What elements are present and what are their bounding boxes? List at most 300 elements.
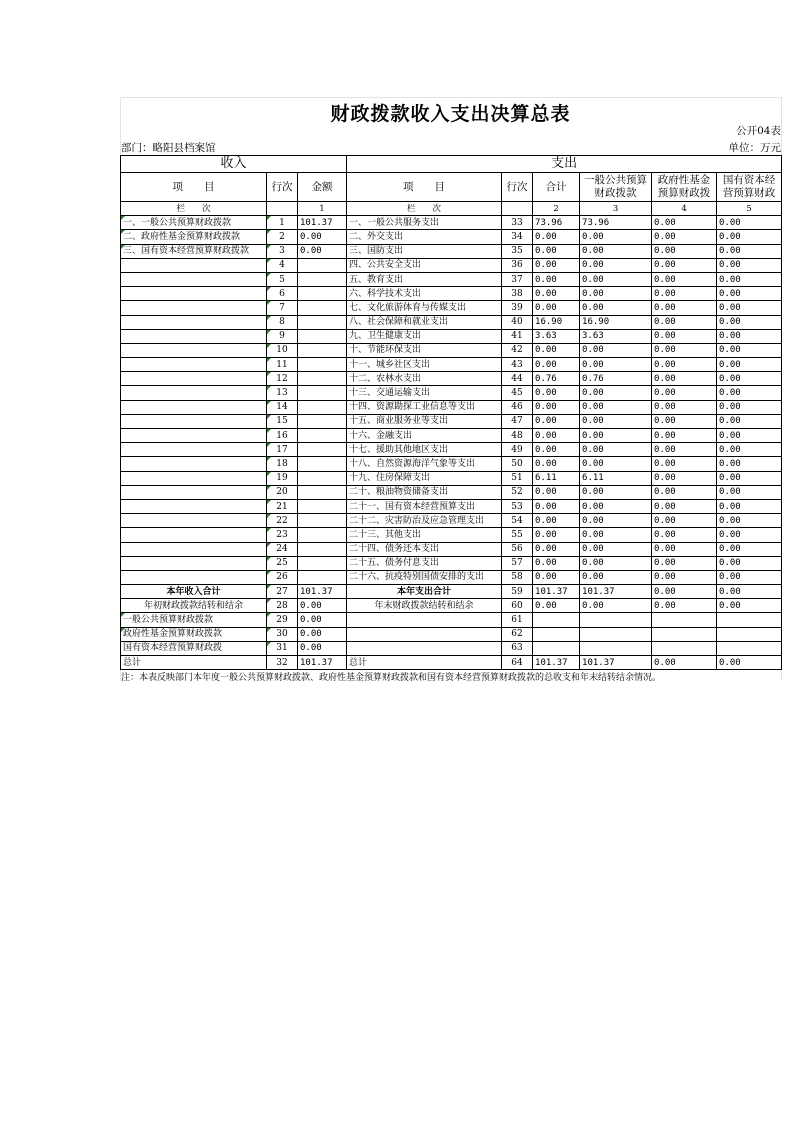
general-budget-amount: 0.00 <box>580 414 652 428</box>
state-capital-amount: 0.00 <box>717 315 782 329</box>
expense-total: 0.00 <box>533 400 580 414</box>
expense-total: 0.00 <box>533 443 580 457</box>
col-index-4: 4 <box>652 202 717 216</box>
col-index-3: 3 <box>580 202 652 216</box>
general-budget-amount: 0.00 <box>580 443 652 457</box>
expense-item: 二十六、抗疫特别国债安排的支出 <box>347 570 502 584</box>
expense-total-fund: 0.00 <box>652 585 717 599</box>
table-row <box>121 457 782 471</box>
expense-total: 0.00 <box>533 429 580 443</box>
table-row <box>121 485 782 499</box>
income-lanci: 栏 次 <box>121 202 267 216</box>
table-row <box>121 287 782 301</box>
grand-total-fund: 0.00 <box>652 656 717 670</box>
grand-total-label: 总计 <box>121 656 267 670</box>
expense-total: 0.00 <box>533 244 580 258</box>
expense-total: 0.00 <box>533 499 580 513</box>
grand-total-expense-no: 64 <box>502 656 533 670</box>
table-row <box>121 216 782 230</box>
income-item <box>121 514 267 528</box>
expense-total-capital: 0.00 <box>717 585 782 599</box>
income-amount <box>298 287 347 301</box>
gov-fund-amount: 0.00 <box>652 287 717 301</box>
expense-item: 二十二、灾害防治及应急管理支出 <box>347 514 502 528</box>
income-row-no: 19 <box>267 471 298 485</box>
state-capital-amount: 0.00 <box>717 499 782 513</box>
income-item <box>121 358 267 372</box>
expense-total: 0.00 <box>533 272 580 286</box>
carryover-sub-row <box>121 613 782 627</box>
income-lanci-blank <box>267 202 298 216</box>
gov-fund-amount: 0.00 <box>652 471 717 485</box>
general-budget-amount: 0.00 <box>580 287 652 301</box>
income-item <box>121 272 267 286</box>
begin-balance-amount: 0.00 <box>298 599 347 613</box>
expense-row-no-header: 行次 <box>502 173 533 202</box>
sub2-blank-3 <box>652 627 717 641</box>
expense-total: 0.00 <box>533 414 580 428</box>
gov-fund-amount: 0.00 <box>652 230 717 244</box>
expense-row-no: 55 <box>502 528 533 542</box>
income-item <box>121 485 267 499</box>
income-amount <box>298 499 347 513</box>
gov-fund-amount: 0.00 <box>652 272 717 286</box>
general-budget-amount: 0.00 <box>580 485 652 499</box>
income-amount: 101.37 <box>298 216 347 230</box>
expense-row-no: 34 <box>502 230 533 244</box>
general-budget-amount: 0.00 <box>580 258 652 272</box>
gov-fund-amount: 0.00 <box>652 258 717 272</box>
expense-row-no: 43 <box>502 358 533 372</box>
gov-fund-amount: 0.00 <box>652 216 717 230</box>
state-capital-amount: 0.00 <box>717 414 782 428</box>
general-budget-amount: 0.00 <box>580 230 652 244</box>
expense-total: 0.00 <box>533 287 580 301</box>
expense-row-no: 37 <box>502 272 533 286</box>
income-item <box>121 386 267 400</box>
report-title: 财政拨款收入支出决算总表 <box>330 103 571 125</box>
gov-fund-amount: 0.00 <box>652 528 717 542</box>
expense-total: 0.00 <box>533 485 580 499</box>
expense-row-no: 48 <box>502 429 533 443</box>
state-capital-amount: 0.00 <box>717 457 782 471</box>
income-row-no: 8 <box>267 315 298 329</box>
income-item <box>121 570 267 584</box>
gov-fund-amount: 0.00 <box>652 301 717 315</box>
sub3-blank-4 <box>717 641 782 655</box>
expense-item-header: 项 目 <box>347 173 502 202</box>
state-capital-amount: 0.00 <box>717 485 782 499</box>
carryover-row <box>121 599 782 613</box>
table-row <box>121 244 782 258</box>
income-total-no: 27 <box>267 585 298 599</box>
table-row <box>121 429 782 443</box>
expense-total-label: 本年支出合计 <box>347 585 502 599</box>
income-amount <box>298 301 347 315</box>
expense-item: 十六、金融支出 <box>347 429 502 443</box>
general-budget-amount: 0.00 <box>580 343 652 357</box>
unit-label: 单位：万元 <box>728 142 781 154</box>
table-row <box>121 329 782 343</box>
expense-item: 二十一、国有资本经营预算支出 <box>347 499 502 513</box>
expense-row-no: 54 <box>502 514 533 528</box>
income-section-header: 收入 <box>121 156 347 173</box>
expense-item: 一、一般公共服务支出 <box>347 216 502 230</box>
expense-lanci-blank <box>502 202 533 216</box>
income-amount <box>298 358 347 372</box>
state-capital-amount: 0.00 <box>717 329 782 343</box>
col-index-1: 1 <box>298 202 347 216</box>
expense-section-header: 支出 <box>347 156 782 173</box>
begin-balance-no: 28 <box>267 599 298 613</box>
state-capital-amount: 0.00 <box>717 471 782 485</box>
expense-total: 0.00 <box>533 258 580 272</box>
expense-item: 三、国防支出 <box>347 244 502 258</box>
income-amount <box>298 556 347 570</box>
end-balance-total: 0.00 <box>533 599 580 613</box>
expense-item: 二十五、债务付息支出 <box>347 556 502 570</box>
gov-fund-amount: 0.00 <box>652 329 717 343</box>
end-balance-label: 年末财政拨款结转和结余 <box>347 599 502 613</box>
expense-item: 十三、交通运输支出 <box>347 386 502 400</box>
state-capital-amount: 0.00 <box>717 542 782 556</box>
income-row-no: 26 <box>267 570 298 584</box>
sub3-blank-1 <box>533 641 580 655</box>
expense-row-no: 41 <box>502 329 533 343</box>
budget-table <box>120 155 782 670</box>
sub1-no: 29 <box>267 613 298 627</box>
grand-total-no: 32 <box>267 656 298 670</box>
gov-fund-amount: 0.00 <box>652 343 717 357</box>
col-index-2: 2 <box>533 202 580 216</box>
table-row <box>121 301 782 315</box>
sub3-expense-item <box>347 641 502 655</box>
expense-total: 0.00 <box>533 528 580 542</box>
state-capital-amount: 0.00 <box>717 386 782 400</box>
general-budget-amount: 0.00 <box>580 301 652 315</box>
col-index-5: 5 <box>717 202 782 216</box>
income-amount <box>298 372 347 386</box>
income-row-no: 7 <box>267 301 298 315</box>
gov-fund-amount: 0.00 <box>652 542 717 556</box>
grand-total-general: 101.37 <box>580 656 652 670</box>
department-label: 部门：略阳县档案馆 <box>121 142 216 154</box>
income-row-no: 16 <box>267 429 298 443</box>
sub3-amount: 0.00 <box>298 641 347 655</box>
expense-row-no: 52 <box>502 485 533 499</box>
sub3-expense-no: 63 <box>502 641 533 655</box>
income-item <box>121 287 267 301</box>
sub2-blank-1 <box>533 627 580 641</box>
gov-fund-amount: 0.00 <box>652 485 717 499</box>
expense-row-no: 57 <box>502 556 533 570</box>
income-row-no: 24 <box>267 542 298 556</box>
grand-total-row <box>121 656 782 670</box>
income-row-no: 11 <box>267 358 298 372</box>
general-budget-amount: 0.00 <box>580 556 652 570</box>
table-row <box>121 343 782 357</box>
state-capital-amount: 0.00 <box>717 258 782 272</box>
end-balance-capital: 0.00 <box>717 599 782 613</box>
table-row <box>121 471 782 485</box>
column-header-row <box>121 173 782 202</box>
expense-total-header: 合计 <box>533 173 580 202</box>
expense-item: 八、社会保障和就业支出 <box>347 315 502 329</box>
state-capital-amount: 0.00 <box>717 570 782 584</box>
income-amount <box>298 343 347 357</box>
expense-total: 0.00 <box>533 556 580 570</box>
gov-fund-amount: 0.00 <box>652 457 717 471</box>
expense-total-total: 101.37 <box>533 585 580 599</box>
general-budget-amount: 0.00 <box>580 457 652 471</box>
expense-row-no: 58 <box>502 570 533 584</box>
income-item <box>121 372 267 386</box>
expense-item: 十五、商业服务业等支出 <box>347 414 502 428</box>
expense-total: 0.00 <box>533 343 580 357</box>
general-budget-amount: 0.00 <box>580 386 652 400</box>
expense-item: 十八、自然资源海洋气象等支出 <box>347 457 502 471</box>
expense-item: 十七、援助其他地区支出 <box>347 443 502 457</box>
sub1-blank-1 <box>533 613 580 627</box>
expense-row-no: 40 <box>502 315 533 329</box>
gov-fund-header: 政府性基金预算财政拨 <box>652 173 717 202</box>
income-amount-header: 金额 <box>298 173 347 202</box>
expense-total: 0.00 <box>533 230 580 244</box>
gov-fund-amount: 0.00 <box>652 556 717 570</box>
section-header-row <box>121 156 782 173</box>
income-row-no: 12 <box>267 372 298 386</box>
expense-item: 九、卫生健康支出 <box>347 329 502 343</box>
income-item <box>121 556 267 570</box>
income-row-no: 22 <box>267 514 298 528</box>
end-balance-fund: 0.00 <box>652 599 717 613</box>
income-amount <box>298 542 347 556</box>
sub1-blank-4 <box>717 613 782 627</box>
expense-row-no: 50 <box>502 457 533 471</box>
income-amount <box>298 443 347 457</box>
expense-row-no: 42 <box>502 343 533 357</box>
table-row <box>121 414 782 428</box>
income-row-no: 6 <box>267 287 298 301</box>
table-row <box>121 358 782 372</box>
income-row-no: 10 <box>267 343 298 357</box>
income-row-no: 21 <box>267 499 298 513</box>
expense-item: 十、节能环保支出 <box>347 343 502 357</box>
income-item <box>121 528 267 542</box>
expense-item: 七、文化旅游体育与传媒支出 <box>347 301 502 315</box>
carryover-sub-row <box>121 627 782 641</box>
gov-fund-amount: 0.00 <box>652 429 717 443</box>
income-amount: 0.00 <box>298 244 347 258</box>
expense-total: 0.00 <box>533 514 580 528</box>
income-amount <box>298 485 347 499</box>
state-capital-amount: 0.00 <box>717 358 782 372</box>
general-budget-amount: 0.00 <box>580 272 652 286</box>
expense-item: 二十四、债务还本支出 <box>347 542 502 556</box>
general-budget-amount: 16.90 <box>580 315 652 329</box>
expense-item: 二十三、其他支出 <box>347 528 502 542</box>
expense-total: 0.00 <box>533 358 580 372</box>
table-row <box>121 272 782 286</box>
income-amount <box>298 471 347 485</box>
income-row-no: 9 <box>267 329 298 343</box>
expense-row-no: 39 <box>502 301 533 315</box>
expense-total-general: 101.37 <box>580 585 652 599</box>
gov-fund-amount: 0.00 <box>652 315 717 329</box>
income-row-no: 23 <box>267 528 298 542</box>
income-amount <box>298 386 347 400</box>
general-budget-amount: 0.00 <box>580 542 652 556</box>
income-row-no: 5 <box>267 272 298 286</box>
sub3-blank-3 <box>652 641 717 655</box>
income-item <box>121 443 267 457</box>
expense-item: 十一、城乡社区支出 <box>347 358 502 372</box>
general-budget-amount: 3.63 <box>580 329 652 343</box>
table-row <box>121 514 782 528</box>
expense-item: 十二、农林水支出 <box>347 372 502 386</box>
state-capital-amount: 0.00 <box>717 216 782 230</box>
table-row <box>121 315 782 329</box>
gov-fund-amount: 0.00 <box>652 499 717 513</box>
income-row-no: 20 <box>267 485 298 499</box>
gov-fund-amount: 0.00 <box>652 372 717 386</box>
general-budget-amount: 73.96 <box>580 216 652 230</box>
state-capital-amount: 0.00 <box>717 301 782 315</box>
income-item <box>121 400 267 414</box>
expense-row-no: 51 <box>502 471 533 485</box>
end-balance-no: 60 <box>502 599 533 613</box>
income-row-no: 17 <box>267 443 298 457</box>
gov-fund-amount: 0.00 <box>652 514 717 528</box>
state-capital-header: 国有资本经营预算财政 <box>717 173 782 202</box>
income-amount <box>298 400 347 414</box>
state-capital-amount: 0.00 <box>717 272 782 286</box>
general-budget-amount: 0.76 <box>580 372 652 386</box>
expense-total: 0.00 <box>533 542 580 556</box>
gov-fund-amount: 0.00 <box>652 358 717 372</box>
sub2-expense-item <box>347 627 502 641</box>
income-row-no: 13 <box>267 386 298 400</box>
expense-row-no: 46 <box>502 400 533 414</box>
table-row <box>121 570 782 584</box>
expense-item: 四、公共安全支出 <box>347 258 502 272</box>
income-amount <box>298 315 347 329</box>
sub1-amount: 0.00 <box>298 613 347 627</box>
sub1-expense-item <box>347 613 502 627</box>
sub1-label: 一般公共预算财政拨款 <box>121 613 267 627</box>
sub1-blank-3 <box>652 613 717 627</box>
state-capital-amount: 0.00 <box>717 372 782 386</box>
expense-row-no: 38 <box>502 287 533 301</box>
grand-total-total: 101.37 <box>533 656 580 670</box>
expense-total: 0.00 <box>533 570 580 584</box>
expense-lanci: 栏 次 <box>347 202 502 216</box>
income-row-no: 3 <box>267 244 298 258</box>
general-budget-amount: 0.00 <box>580 514 652 528</box>
general-budget-amount: 0.00 <box>580 429 652 443</box>
income-amount <box>298 457 347 471</box>
table-row <box>121 372 782 386</box>
sub1-blank-2 <box>580 613 652 627</box>
income-item: 一、一般公共预算财政拨款 <box>121 216 267 230</box>
expense-item: 十四、资源勘探工业信息等支出 <box>347 400 502 414</box>
sub2-amount: 0.00 <box>298 627 347 641</box>
state-capital-amount: 0.00 <box>717 514 782 528</box>
table-row <box>121 443 782 457</box>
state-capital-amount: 0.00 <box>717 556 782 570</box>
income-amount <box>298 528 347 542</box>
sheet-top-border <box>120 97 781 98</box>
column-index-row <box>121 202 782 216</box>
begin-balance-label: 年初财政拨款结转和结余 <box>121 599 267 613</box>
income-item: 三、国有资本经营预算财政拨款 <box>121 244 267 258</box>
sub2-expense-no: 62 <box>502 627 533 641</box>
table-row <box>121 230 782 244</box>
expense-row-no: 36 <box>502 258 533 272</box>
expense-item: 二、外交支出 <box>347 230 502 244</box>
table-row <box>121 258 782 272</box>
income-amount <box>298 258 347 272</box>
state-capital-amount: 0.00 <box>717 244 782 258</box>
expense-row-no: 45 <box>502 386 533 400</box>
state-capital-amount: 0.00 <box>717 528 782 542</box>
expense-row-no: 35 <box>502 244 533 258</box>
table-row <box>121 499 782 513</box>
state-capital-amount: 0.00 <box>717 443 782 457</box>
general-budget-amount: 0.00 <box>580 400 652 414</box>
state-capital-amount: 0.00 <box>717 287 782 301</box>
general-budget-amount: 0.00 <box>580 528 652 542</box>
income-amount <box>298 414 347 428</box>
expense-item: 十九、住房保障支出 <box>347 471 502 485</box>
sub3-blank-2 <box>580 641 652 655</box>
income-total-amount: 101.37 <box>298 585 347 599</box>
income-item <box>121 301 267 315</box>
expense-total: 0.00 <box>533 457 580 471</box>
expense-item: 二十、粮油物资储备支出 <box>347 485 502 499</box>
income-row-no: 2 <box>267 230 298 244</box>
state-capital-amount: 0.00 <box>717 343 782 357</box>
sub2-no: 30 <box>267 627 298 641</box>
general-budget-amount: 0.00 <box>580 570 652 584</box>
sub2-blank-4 <box>717 627 782 641</box>
income-row-no: 1 <box>267 216 298 230</box>
expense-total: 6.11 <box>533 471 580 485</box>
state-capital-amount: 0.00 <box>717 400 782 414</box>
income-row-no: 15 <box>267 414 298 428</box>
expense-row-no: 33 <box>502 216 533 230</box>
income-amount <box>298 514 347 528</box>
sub3-label: 国有资本经营预算财政拨 <box>121 641 267 655</box>
table-row <box>121 400 782 414</box>
income-item <box>121 471 267 485</box>
grand-total-expense-label: 总计 <box>347 656 502 670</box>
income-row-no: 4 <box>267 258 298 272</box>
sub3-no: 31 <box>267 641 298 655</box>
income-amount <box>298 329 347 343</box>
income-row-no-header: 行次 <box>267 173 298 202</box>
income-amount <box>298 570 347 584</box>
expense-item: 六、科学技术支出 <box>347 287 502 301</box>
expense-row-no: 44 <box>502 372 533 386</box>
income-row-no: 25 <box>267 556 298 570</box>
table-row <box>121 542 782 556</box>
expense-row-no: 56 <box>502 542 533 556</box>
gov-fund-amount: 0.00 <box>652 400 717 414</box>
gov-fund-amount: 0.00 <box>652 414 717 428</box>
expense-row-no: 53 <box>502 499 533 513</box>
income-item: 二、政府性基金预算财政拨款 <box>121 230 267 244</box>
